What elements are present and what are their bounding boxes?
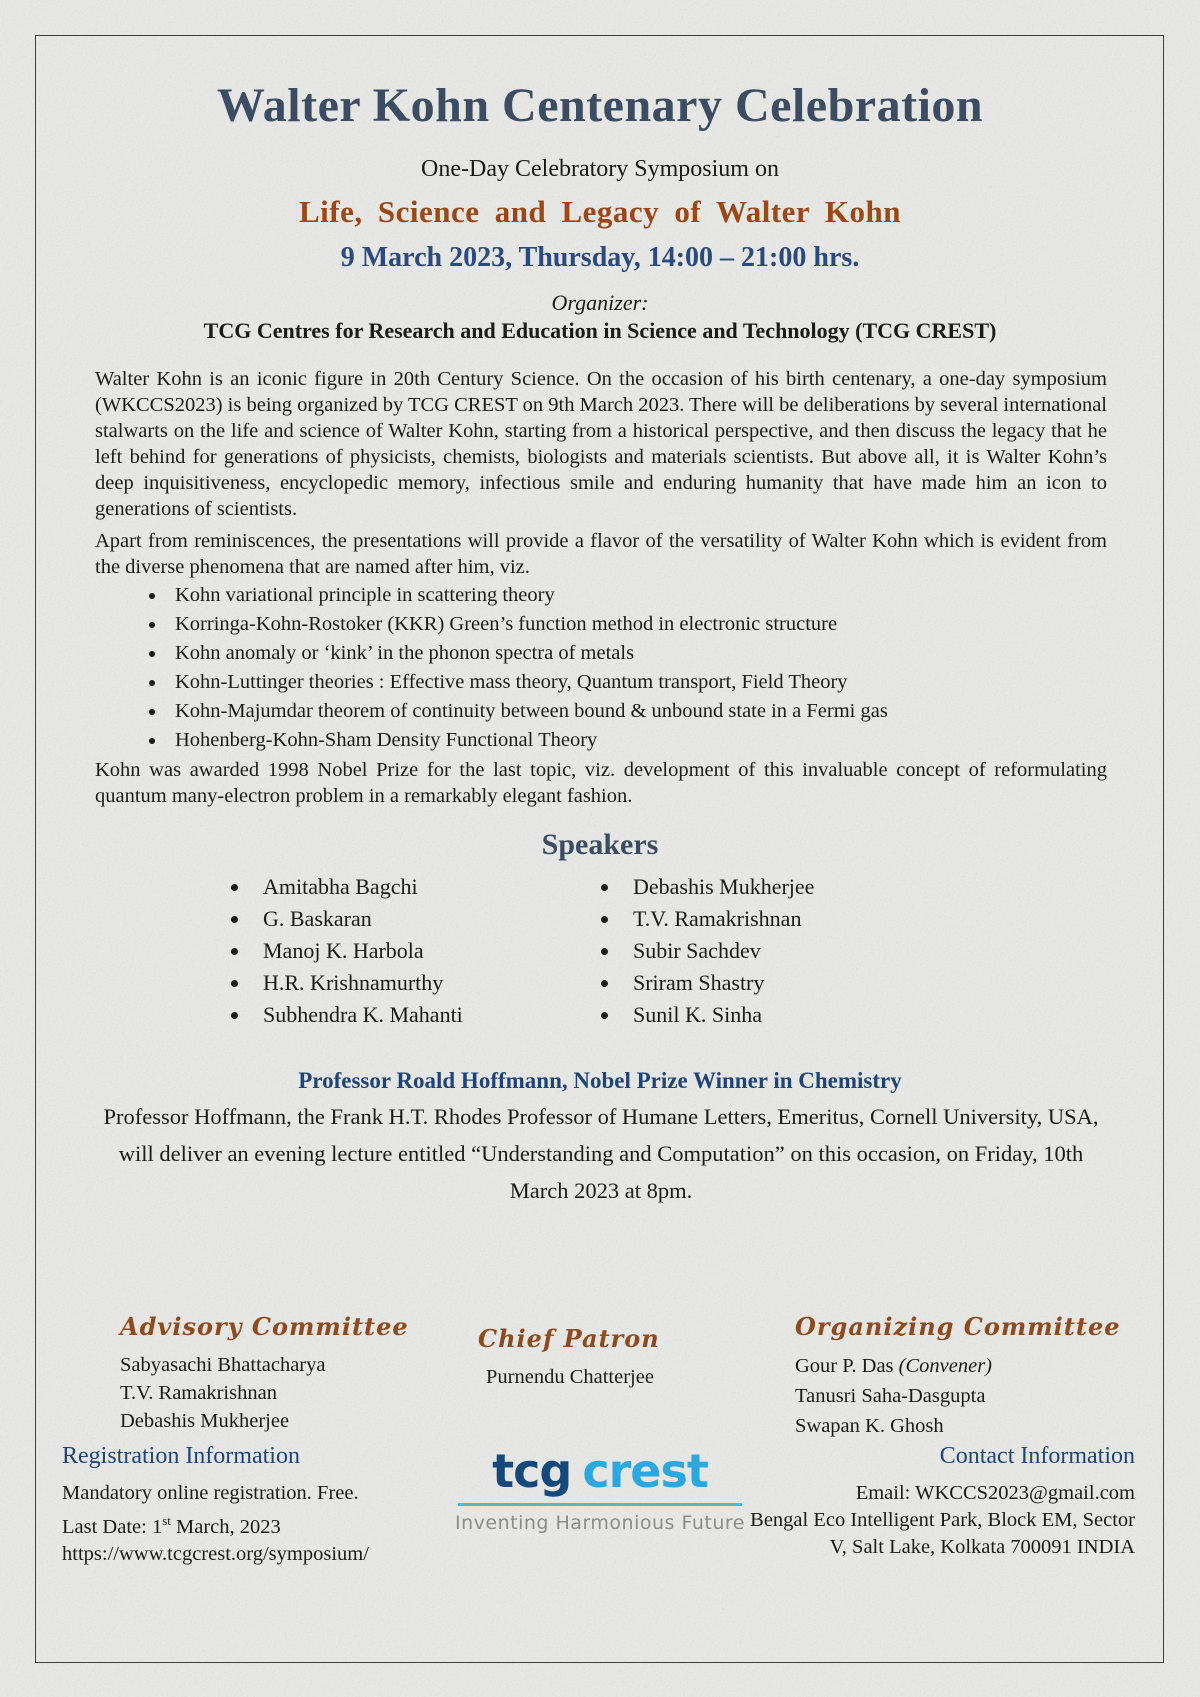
committee-member: Swapan K. Ghosh bbox=[795, 1415, 944, 1437]
speaker-item: • Manoj K. Harbola bbox=[251, 938, 581, 963]
last-date-prefix: Last Date: 1 bbox=[62, 1515, 163, 1538]
phenomena-item: • Hohenberg-Kohn-Sham Density Functional Theory bbox=[167, 726, 1179, 755]
committee-member-name: Gour P. Das bbox=[795, 1355, 899, 1377]
phenomena-list bbox=[95, 581, 1179, 755]
registration-heading: Registration Information bbox=[62, 1443, 300, 1469]
registration-last-date bbox=[62, 1507, 369, 1541]
phenomena-item: • Kohn-Majumdar theorem of continuity between bound & unbound state in a Fermi gas bbox=[167, 697, 1179, 726]
speaker-item: • Debashis Mukherjee bbox=[621, 874, 951, 899]
contact-address-line: V, Salt Lake, Kolkata 700091 INDIA bbox=[829, 1536, 1135, 1558]
organizer-label: Organizer: bbox=[551, 290, 649, 315]
speaker-item: • Subir Sachdev bbox=[621, 938, 951, 963]
committee-member bbox=[795, 1351, 1121, 1381]
event-datetime: 9 March 2023, Thursday, 14:00 – 21:00 hrs. bbox=[340, 242, 860, 273]
last-date-suffix: March, 2023 bbox=[170, 1515, 281, 1538]
symposium-topic: Life, Science and Legacy of Walter Kohn bbox=[299, 194, 901, 229]
chief-patron-heading: Chief Patron bbox=[478, 1324, 660, 1353]
phenomena-item: • Kohn anomaly or ‘kink’ in the phonon spectra of metals bbox=[167, 639, 1179, 668]
chief-patron bbox=[478, 1324, 660, 1391]
phenomena-item: • Korringa-Kohn-Rostoker (KKR) Green’s function method in electronic structure bbox=[167, 610, 1179, 639]
intro-paragraph: Walter Kohn is an iconic figure in 20th Century Science. On the occasion of his birth centenary, a one-day symposium (WKCCS2023) is being organized by TCG CREST on 9th March 2023. There will be deliberations by several international stalwarts on the life and science of Walter Kohn, starting from a historical perspective, and then discuss the legacy that he left behind for generations of physicists, chemists, biologists and materials scientists. But above all, it is Walter Kohn’s deep inquisitiveness, encyclopedic memory, infectious smile and enduring humanity that have made him an icon to generations of scientists. bbox=[95, 368, 1107, 520]
committee-member: Debashis Mukherjee bbox=[120, 1410, 290, 1432]
logo-tcg-text: tcg bbox=[492, 1444, 572, 1498]
speakers-list-right bbox=[585, 874, 951, 1034]
nobel-paragraph: Kohn was awarded 1998 Nobel Prize for the last topic, viz. development of this invaluable concept of reformulating quantum many-electron problem in a remarkably elegant fashion. bbox=[95, 759, 1107, 807]
advisory-committee bbox=[120, 1312, 409, 1435]
speaker-item: • G. Baskaran bbox=[251, 906, 581, 931]
speaker-item: • Subhendra K. Mahanti bbox=[251, 1002, 581, 1027]
speakers-list-left bbox=[215, 874, 581, 1034]
registration-url: https://www.tcgcrest.org/symposium/ bbox=[62, 1542, 369, 1565]
contact-info bbox=[655, 1443, 1135, 1561]
convener-note: (Convener) bbox=[898, 1355, 993, 1377]
phenomena-item: • Kohn-Luttinger theories : Effective mass theory, Quantum transport, Field Theory bbox=[167, 668, 1179, 697]
registration-line: Mandatory online registration. Free. bbox=[62, 1482, 359, 1504]
organizing-committee bbox=[795, 1312, 1121, 1441]
last-date-ordinal: st bbox=[162, 1513, 171, 1528]
speaker-item: • Amitabha Bagchi bbox=[251, 874, 581, 899]
speakers-heading: Speakers bbox=[541, 828, 659, 861]
committee-member: Sabyasachi Bhattacharya bbox=[120, 1354, 326, 1376]
speaker-item: • Sriram Shastry bbox=[621, 970, 951, 995]
phenomena-intro: Apart from reminiscences, the presentations will provide a flavor of the versatility of Walter Kohn which is evident from the diverse phenomena that are named after him, viz. bbox=[95, 530, 1107, 578]
poster-title: Walter Kohn Centenary Celebration bbox=[216, 79, 984, 132]
symposium-subtitle: One-Day Celebratory Symposium on bbox=[421, 156, 779, 182]
committee-member: Tanusri Saha-Dasgupta bbox=[795, 1385, 986, 1407]
phenomena-item: • Kohn variational principle in scattering theory bbox=[167, 581, 1179, 610]
logo-crest-text: crest bbox=[582, 1444, 708, 1498]
speaker-item: • H.R. Krishnamurthy bbox=[251, 970, 581, 995]
contact-email: Email: WKCCS2023@gmail.com bbox=[855, 1482, 1135, 1504]
logo-tagline: Inventing Harmonious Future bbox=[455, 1512, 745, 1534]
speaker-item: • Sunil K. Sinha bbox=[621, 1002, 951, 1027]
contact-heading: Contact Information bbox=[939, 1443, 1135, 1469]
hoffmann-heading: Professor Roald Hoffmann, Nobel Prize Winner in Chemistry bbox=[298, 1068, 902, 1093]
hoffmann-paragraph: Professor Hoffmann, the Frank H.T. Rhodes Professor of Humane Letters, Emeritus, Cornell University, USA, will deliver an evening lecture entitled “Understanding and Computation” on this occasion, on Friday, 10th March 2023 at 8pm. bbox=[103, 1104, 1099, 1203]
committee-member: Purnendu Chatterjee bbox=[486, 1366, 654, 1388]
advisory-committee-heading: Advisory Committee bbox=[120, 1312, 409, 1341]
speaker-item: • T.V. Ramakrishnan bbox=[621, 906, 951, 931]
contact-address-line: Bengal Eco Intelligent Park, Block EM, Sector bbox=[750, 1509, 1135, 1531]
registration-info bbox=[62, 1443, 369, 1568]
organizer-name: TCG Centres for Research and Education in Science and Technology (TCG CREST) bbox=[203, 318, 997, 343]
organizing-committee-heading: Organizing Committee bbox=[795, 1312, 1121, 1341]
committee-member: T.V. Ramakrishnan bbox=[120, 1382, 277, 1404]
